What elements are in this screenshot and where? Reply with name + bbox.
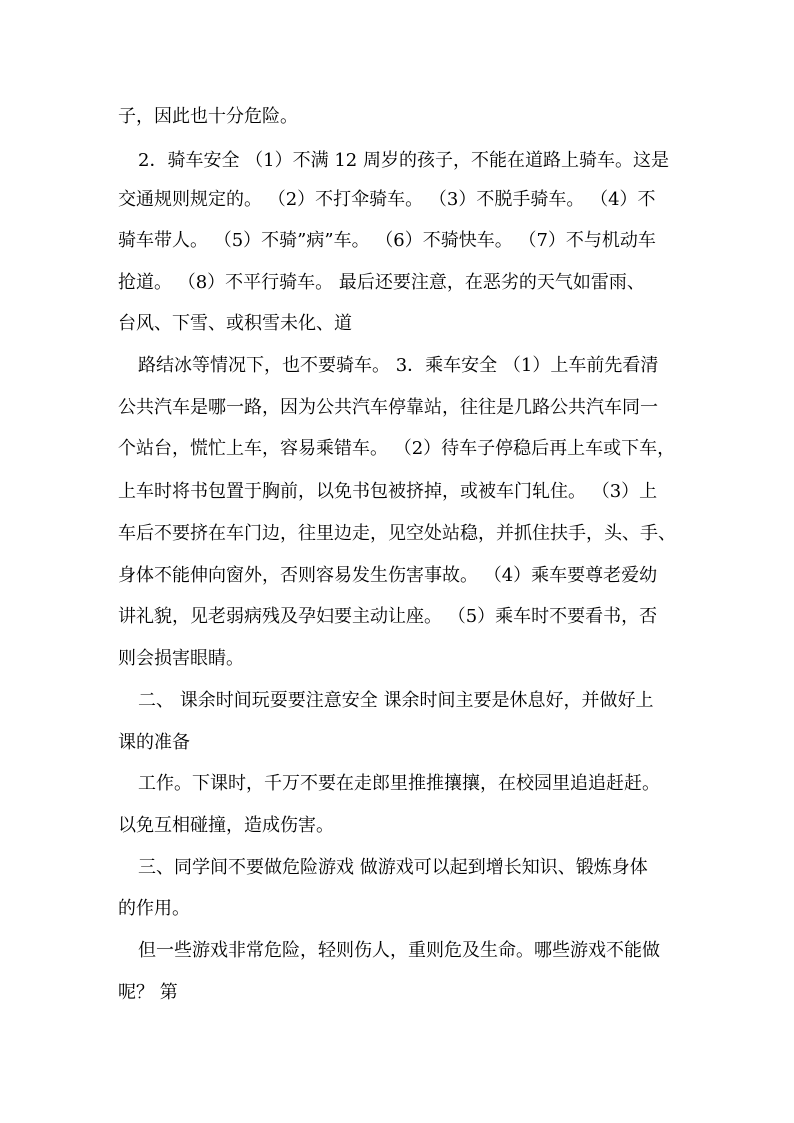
text-line: 骑车带人。 （5）不骑”病”车。 （6）不骑快车。 （7）不与机动车 [118, 230, 656, 251]
text-line: 讲礼貌，见老弱病残及孕妇要主动让座。 （5）乘车时不要看书，否 [118, 606, 658, 627]
section-heading-line: 二、 课余时间玩耍要注意安全 课余时间主要是休息好，并做好上 [138, 690, 654, 711]
text-line: 身体不能伸向窗外，否则容易发生伤害事故。 （4）乘车要尊老爱幼 [118, 565, 658, 586]
text-line: 公共汽车是哪一路，因为公共汽车停靠站，往往是几路公共汽车同一 [118, 397, 658, 418]
text-line: 抢道。 （8）不平行骑车。 最后还要注意，在恶劣的天气如雷雨、 [118, 272, 645, 293]
text-line: 但一些游戏非常危险，轻则伤人，重则危及生命。哪些游戏不能做 [138, 940, 660, 961]
text-line: 台风、下雪、或积雪未化、道 [118, 313, 352, 334]
text-line: 呢？ 第 [118, 982, 178, 1003]
text-line: 以免互相碰撞，造成伤害。 [118, 815, 334, 836]
text-line: 则会损害眼睛。 [118, 648, 244, 669]
section-heading-line: 三、同学间不要做危险游戏 做游戏可以起到增长知识、锻炼身体 [138, 857, 648, 878]
text-line: 的作用。 [118, 898, 190, 919]
text-line: 个站台，慌忙上车，容易乘错车。 （2）待车子停稳后再上车或下车， [118, 438, 676, 459]
text-line: 工作。下课时，千万不要在走郎里推推攘攘，在校园里追追赶赶。 [138, 773, 660, 794]
text-line: 2．骑车安全 （1）不满 12 周岁的孩子，不能在道路上骑车。这是 [138, 150, 669, 171]
text-line: 子，因此也十分危险。 [118, 106, 298, 127]
text-line: 上车时将书包置于胸前，以免书包被挤掉，或被车门轧住。 （3）上 [118, 481, 658, 502]
text-line: 课的准备 [118, 732, 190, 753]
text-line: 交通规则规定的。 （2）不打伞骑车。 （3）不脱手骑车。 （4）不 [118, 189, 656, 210]
text-line: 车后不要挤在车门边，往里边走，见空处站稳，并抓住扶手，头、手、 [118, 523, 676, 544]
text-line: 路结冰等情况下，也不要骑车。 3．乘车安全 （1）上车前先看清 [138, 355, 659, 376]
